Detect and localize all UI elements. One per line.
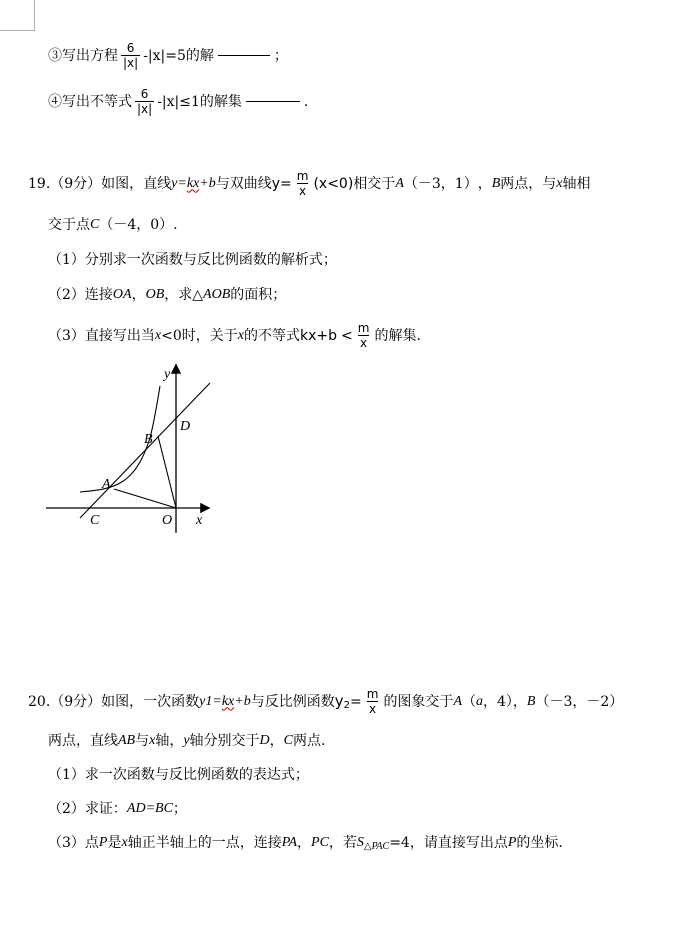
frac-num: 6 (140, 87, 149, 101)
q20-eq: = (350, 693, 362, 710)
q20-a: a (476, 693, 483, 709)
q20-A-post: ，4）， (483, 693, 527, 710)
frac-den: |x| (137, 102, 153, 116)
answer-blank[interactable] (246, 101, 300, 102)
q19-OA: OA (112, 287, 132, 302)
q19-comma: ， (477, 175, 492, 192)
q20-part3-d: ，若 (328, 835, 357, 851)
q19-kx: kx (186, 175, 200, 191)
q19-less-than: < (341, 327, 353, 344)
q19-condition: (x<0) (313, 175, 354, 192)
q19-meet: 相交于 (353, 175, 396, 192)
q19-stem-line1 (28, 170, 590, 197)
q20-head: 20.（9分）如图，一次函数 (28, 693, 200, 710)
q20-plusb: +b (234, 693, 251, 709)
q19-x: x (556, 175, 563, 191)
q20-line2-pre: 两点，直线 (48, 733, 118, 749)
q20-S: S (356, 835, 364, 850)
q20-A-pre: （ (462, 693, 476, 710)
segment-OB (158, 436, 176, 508)
q18-item4-end: . (303, 93, 309, 110)
q19-part2 (48, 288, 286, 302)
y-axis-label: y (164, 367, 171, 382)
q19-tail2: 轴相 (562, 175, 591, 192)
q20-after: 的图象交于 (383, 693, 454, 710)
frac-den: x (299, 184, 307, 198)
q18-item3-prefix: ③写出方程 (48, 47, 118, 64)
q19-part2-mid: ，求△ (164, 287, 204, 303)
q19-point-B: B (491, 175, 501, 191)
q20-P: P (507, 835, 517, 850)
q20-l2end: 两点. (293, 733, 326, 749)
q20-l2b: 轴， (155, 733, 184, 749)
q20-part3-a: 是 (107, 835, 122, 851)
q19-with: 与双曲线 (215, 175, 272, 192)
q20-l2c: 轴分别交于 (189, 733, 260, 749)
q19-AOB: AOB (203, 287, 231, 302)
q20-PA: PA (281, 835, 298, 850)
q20-B-coords: （－3，－2） (535, 693, 624, 710)
frac-num: 6 (126, 41, 135, 55)
q20-kx: kx (221, 693, 235, 709)
q20-comma: ， (297, 835, 312, 851)
fraction-m-over-x (356, 322, 372, 349)
q19-A-coords: （－3，1） (403, 175, 478, 192)
q19-part1 (48, 253, 337, 267)
q19-part3 (48, 322, 421, 349)
q20-stem-line2 (48, 734, 325, 748)
q20-with: 与反比例函数 (250, 693, 335, 710)
q19-x: x (154, 327, 162, 343)
q20-y: y (183, 733, 190, 748)
q20-x: x (121, 835, 128, 850)
q20-part3-pre: （3）点 (48, 835, 99, 851)
q20-part2-pre: （2）求证： (48, 801, 127, 817)
q18-item3-end: ； (273, 47, 288, 64)
q20-part3 (48, 836, 563, 850)
q18-item3 (48, 42, 288, 69)
q19-part1-text: （1）分别求一次函数与反比例函数的解析式； (48, 252, 337, 268)
q19-point-A: A (395, 175, 404, 191)
q20-part3-e: =4，请直接写出点 (389, 835, 508, 851)
q20-x: x (149, 733, 156, 748)
q20-y2-subscript: 2 (343, 699, 350, 711)
q19-figure (40, 358, 230, 538)
q19-y-eq: y= (171, 175, 187, 191)
q20-comma: ， (269, 733, 284, 749)
frac-num: m (296, 169, 309, 183)
q19-point-C: C (90, 217, 100, 232)
q19-line2-pre: 交于点 (48, 217, 90, 233)
q19-part2-end: 的面积； (230, 287, 287, 303)
frac-den: x (369, 702, 377, 716)
q20-part3-end: 的坐标. (516, 835, 563, 851)
label-C: C (90, 513, 100, 528)
q19-plusb: +b (199, 175, 216, 191)
q19-part3-mid: <0时，关于 (161, 327, 238, 344)
frac-den: |x| (123, 56, 139, 70)
q20-part2 (48, 802, 187, 816)
q18-item4-mid: -|x|≤1的解集 (157, 93, 242, 110)
q20-C: C (283, 733, 294, 748)
frac-num: m (357, 321, 370, 335)
q20-y2: y (334, 692, 344, 710)
q19-tail: 两点，与 (500, 175, 557, 192)
label-A: A (102, 477, 111, 492)
q19-part3-end: 的解集. (374, 327, 421, 344)
q20-part2-end: ； (172, 801, 187, 817)
label-B: B (144, 432, 153, 447)
q20-stem-line1 (28, 688, 623, 715)
q20-AD-eq-BC: AD=BC (126, 801, 173, 816)
q19-part3-mid2: 的不等式 (244, 327, 300, 344)
q19-stem-line2 (48, 218, 178, 232)
label-D: D (180, 419, 191, 434)
fraction-6-over-abs-x (121, 42, 140, 69)
q19-x: x (237, 327, 244, 343)
q20-l2a: 与 (135, 733, 150, 749)
segment-OA (114, 489, 176, 508)
q20-P: P (98, 835, 108, 850)
q20-part1-text: （1）求一次函数与反比例函数的表达式； (48, 767, 309, 783)
q19-head: 19.（9分）如图，直线 (28, 175, 172, 192)
q20-point-A: A (453, 693, 462, 709)
q20-S-subscript: △PAC (363, 841, 390, 852)
page-corner-mark (0, 0, 35, 31)
frac-den: x (360, 336, 368, 350)
frac-num: m (366, 687, 379, 701)
fraction-6-over-abs-x (135, 88, 154, 115)
q20-D: D (259, 733, 270, 748)
q20-part1 (48, 768, 309, 782)
q18-item4-prefix: ④写出不等式 (48, 93, 132, 110)
fraction-m-over-x (365, 688, 381, 715)
q18-item3-mid: -|x|=5的解 (143, 47, 214, 64)
q19-OB: OB (145, 287, 165, 302)
q19-hyper-y-eq: y= (271, 175, 292, 192)
q19-part3-pre: （3）直接写出当 (48, 327, 155, 344)
q20-AB: AB (118, 733, 136, 748)
q18-item4 (48, 88, 308, 115)
q19-comma: ， (131, 287, 146, 303)
q19-inequality-lhs: kx+b (300, 327, 338, 344)
q20-y1: y1= (199, 693, 222, 709)
answer-blank[interactable] (218, 55, 270, 56)
fraction-m-over-x (295, 170, 311, 197)
q20-point-B: B (526, 693, 536, 709)
q19-C-coords: （－4，0）. (99, 217, 178, 233)
label-O: O (162, 513, 173, 528)
q20-PC: PC (311, 835, 329, 850)
q20-part3-b: 轴正半轴上的一点，连接 (127, 835, 282, 851)
q19-part2-pre: （2）连接 (48, 287, 113, 303)
x-axis-label: x (196, 513, 203, 528)
